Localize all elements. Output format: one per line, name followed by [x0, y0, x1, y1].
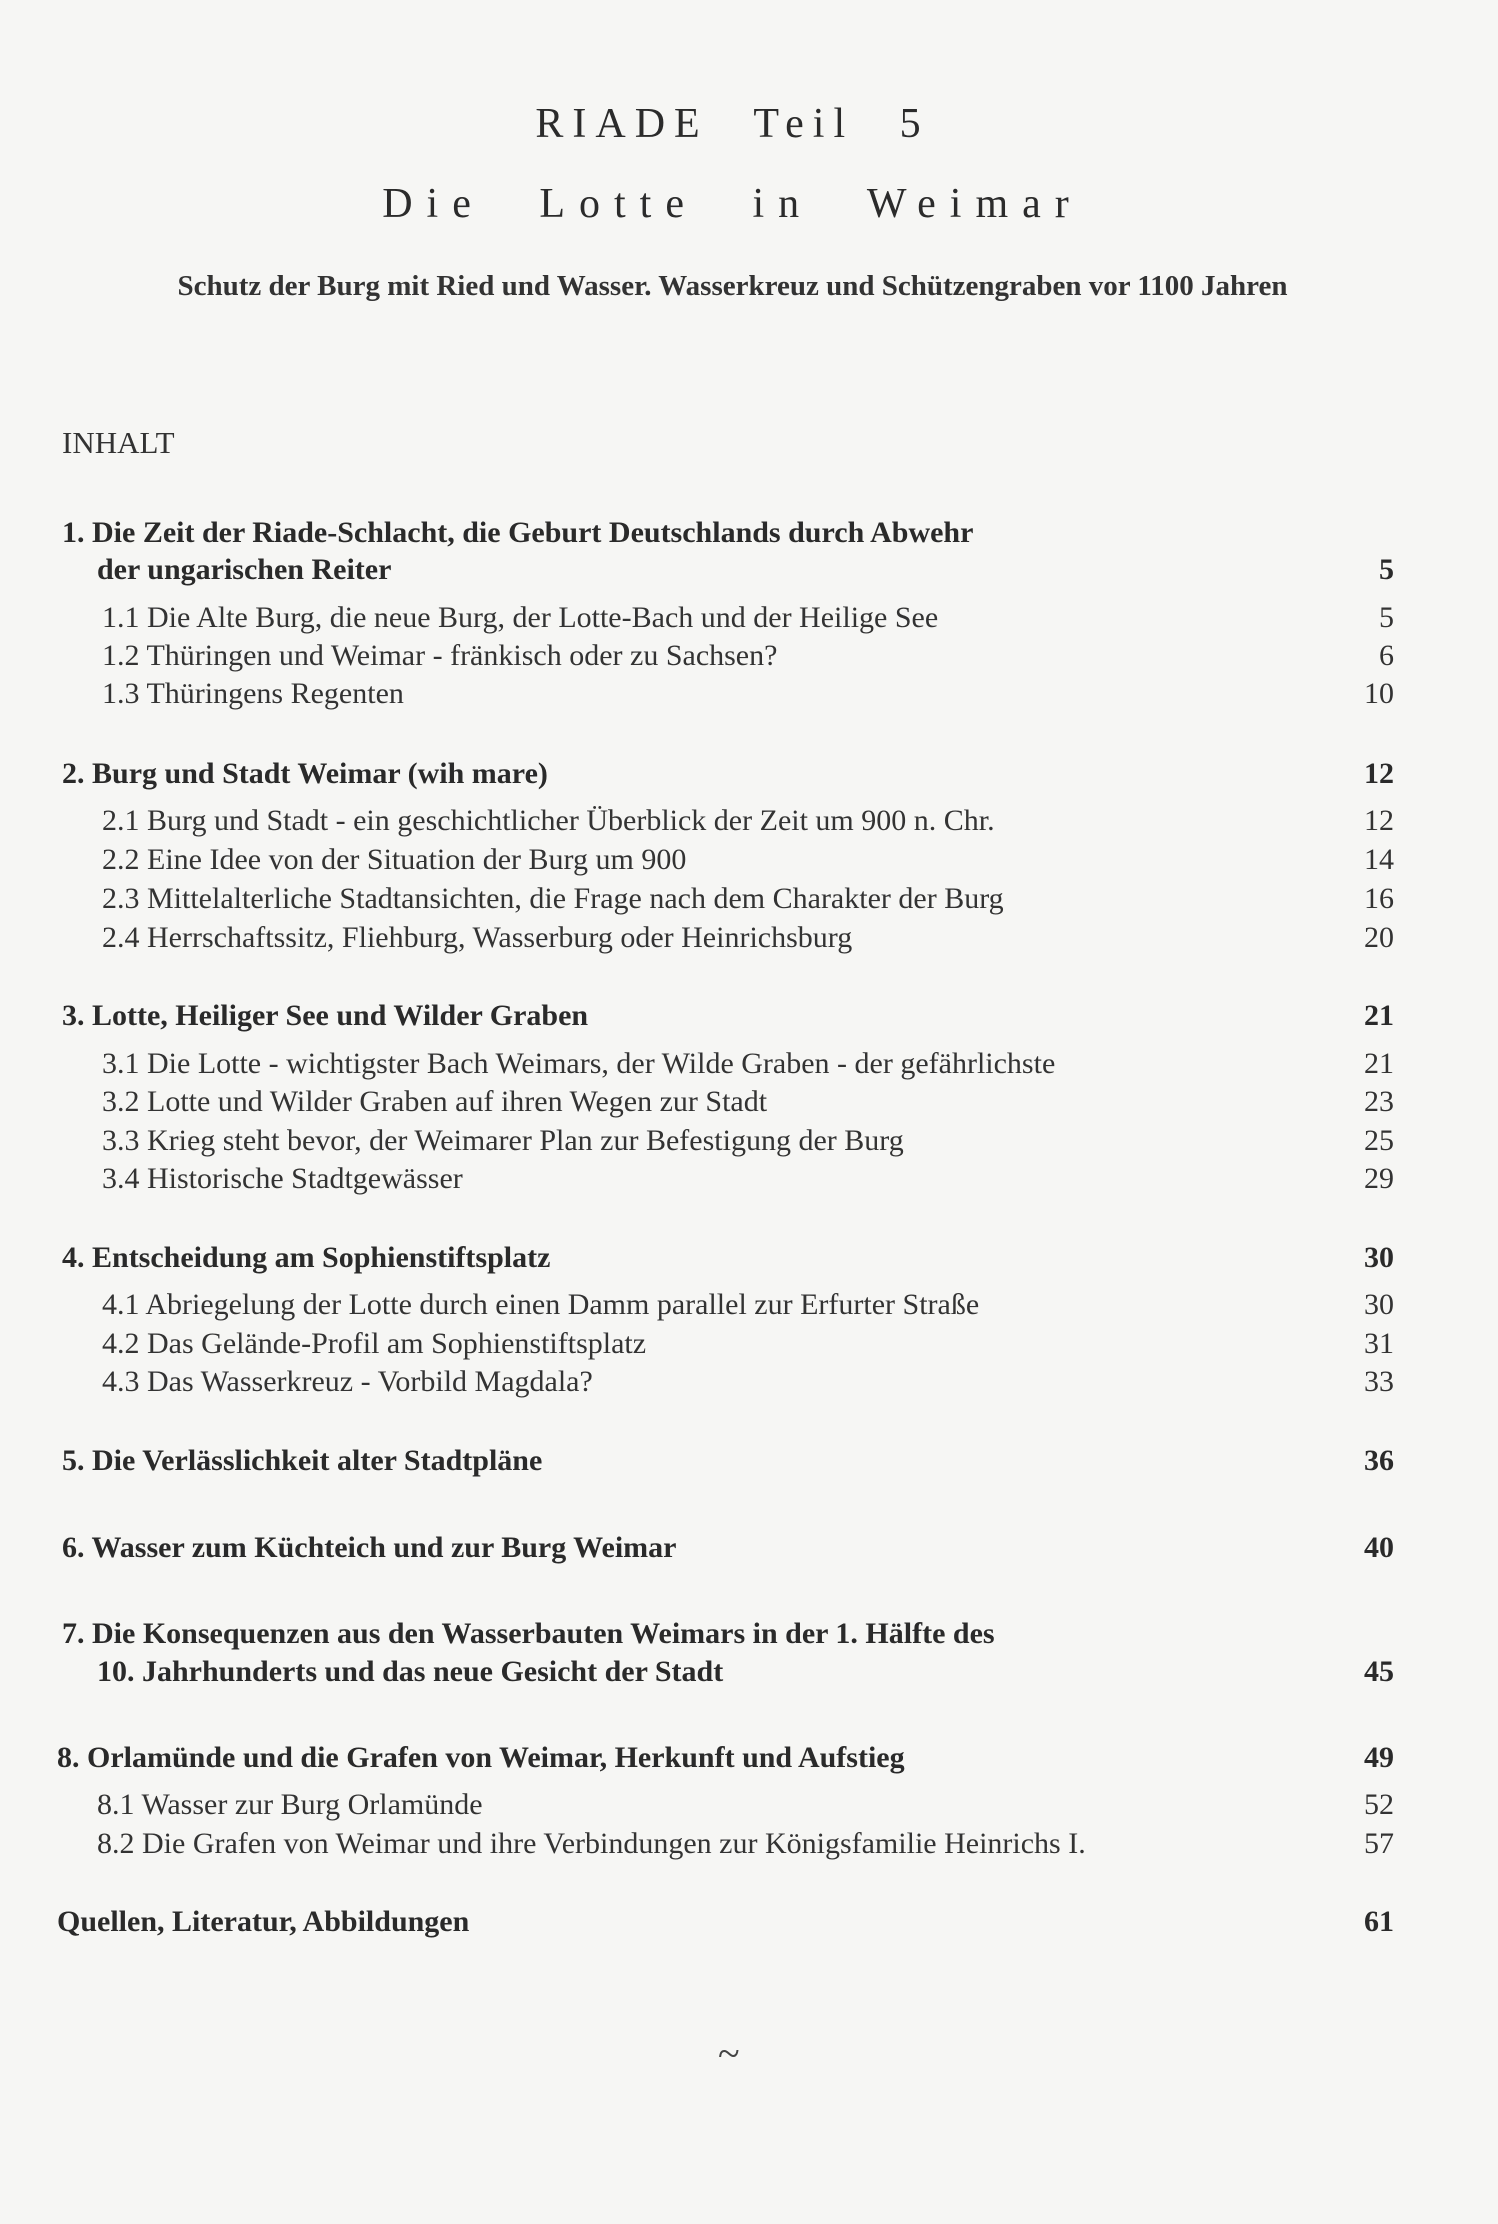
toc-entry-label: Quellen, Literatur, Abbildungen — [57, 1905, 470, 1938]
toc-entry-page: 5 — [1379, 553, 1394, 586]
toc-entry-page: 16 — [1364, 882, 1394, 915]
toc-entry-page: 23 — [1364, 1085, 1394, 1118]
toc-entry-label: 2.4 Herrschaftssitz, Fliehburg, Wasserburg oder Heinrichsburg — [102, 921, 853, 954]
toc-entry-label: 2. Burg und Stadt Weimar (wih mare) — [62, 757, 548, 790]
toc-entry-page: 57 — [1364, 1827, 1394, 1860]
toc-entry-page: 14 — [1364, 843, 1394, 876]
toc-entry-label: 4. Entscheidung am Sophienstiftsplatz — [62, 1241, 551, 1274]
toc-entry-page: 33 — [1364, 1365, 1394, 1398]
toc-entry-label: 2.2 Eine Idee von der Situation der Burg um 900 — [102, 843, 687, 876]
toc-entry-page: 25 — [1364, 1124, 1394, 1157]
toc-entry-label: 1. Die Zeit der Riade-Schlacht, die Geburt Deutschlands durch Abwehr — [62, 516, 974, 549]
title-line-1: RIADE Teil 5 — [535, 101, 930, 147]
toc-entry-label: 2.1 Burg und Stadt - ein geschichtlicher Überblick der Zeit um 900 n. Chr. — [102, 804, 995, 837]
toc-entry-label: 4.2 Das Gelände-Profil am Sophienstiftsplatz — [102, 1327, 647, 1360]
toc-entry-page: 12 — [1364, 757, 1394, 790]
toc-entry-label: 8.2 Die Grafen von Weimar und ihre Verbindungen zur Königsfamilie Heinrichs I. — [97, 1827, 1086, 1860]
toc-entry-label: 4.3 Das Wasserkreuz - Vorbild Magdala? — [102, 1365, 593, 1398]
toc-entry-page: 30 — [1364, 1241, 1394, 1274]
toc-entry-label: 7. Die Konsequenzen aus den Wasserbauten Weimars in der 1. Hälfte des — [62, 1617, 995, 1650]
toc-entry-label: 2.3 Mittelalterliche Stadtansichten, die Frage nach dem Charakter der Burg — [102, 882, 1004, 915]
toc-entry-label: 8. Orlamünde und die Grafen von Weimar, Herkunft und Aufstieg — [57, 1741, 905, 1774]
title-line-2: Die Lotte in Weimar — [382, 181, 1083, 227]
toc-entry-page: 45 — [1364, 1655, 1394, 1688]
toc-entry-page: 21 — [1364, 1047, 1394, 1080]
toc-entry-label: 3.2 Lotte und Wilder Graben auf ihren Wegen zur Stadt — [102, 1085, 768, 1118]
toc-entry-label: 1.3 Thüringens Regenten — [102, 677, 404, 710]
toc-entry-label: 6. Wasser zum Küchteich und zur Burg Weimar — [62, 1531, 677, 1564]
toc-entry-label: 8.1 Wasser zur Burg Orlamünde — [97, 1788, 483, 1821]
toc-entry-label: 5. Die Verlässlichkeit alter Stadtpläne — [62, 1444, 543, 1477]
toc-entry-page: 6 — [1379, 639, 1394, 672]
toc-entry-page: 21 — [1364, 999, 1394, 1032]
toc-entry-page: 29 — [1364, 1162, 1394, 1195]
toc-entry-page: 31 — [1364, 1327, 1394, 1360]
toc-entry-page: 36 — [1364, 1444, 1394, 1477]
toc-entry-label: 3.1 Die Lotte - wichtigster Bach Weimars, der Wilde Graben - der gefährlichste — [102, 1047, 1056, 1080]
toc-entry-page: 61 — [1364, 1905, 1394, 1938]
toc-entry-page: 12 — [1364, 804, 1394, 837]
toc-entry-label: 3. Lotte, Heiliger See und Wilder Graben — [62, 999, 589, 1032]
toc-heading: INHALT — [62, 425, 175, 460]
toc-entry-label: der ungarischen Reiter — [97, 553, 392, 586]
toc-entry-label: 1.2 Thüringen und Weimar - fränkisch oder zu Sachsen? — [102, 639, 778, 672]
toc-entry-label: 4.1 Abriegelung der Lotte durch einen Damm parallel zur Erfurter Straße — [102, 1288, 980, 1321]
toc-entry-page: 30 — [1364, 1288, 1394, 1321]
toc-entry-page: 40 — [1364, 1531, 1394, 1564]
toc-entry-label: 3.4 Historische Stadtgewässer — [102, 1162, 463, 1195]
toc-entry-page: 10 — [1364, 677, 1394, 710]
toc-entry-page: 52 — [1364, 1788, 1394, 1821]
toc-entry-page: 20 — [1364, 921, 1394, 954]
tilde-ornament: ~ — [718, 2031, 740, 2076]
subtitle: Schutz der Burg mit Ried und Wasser. Wasserkreuz und Schützengraben vor 1100 Jahren — [177, 270, 1288, 302]
toc-entry-label: 3.3 Krieg steht bevor, der Weimarer Plan zur Befestigung der Burg — [102, 1124, 904, 1157]
toc-entry-label: 1.1 Die Alte Burg, die neue Burg, der Lotte-Bach und der Heilige See — [102, 601, 939, 634]
toc-entry-label: 10. Jahrhunderts und das neue Gesicht der Stadt — [97, 1655, 724, 1688]
toc-entry-page: 5 — [1379, 601, 1394, 634]
toc-entry-page: 49 — [1364, 1741, 1394, 1774]
